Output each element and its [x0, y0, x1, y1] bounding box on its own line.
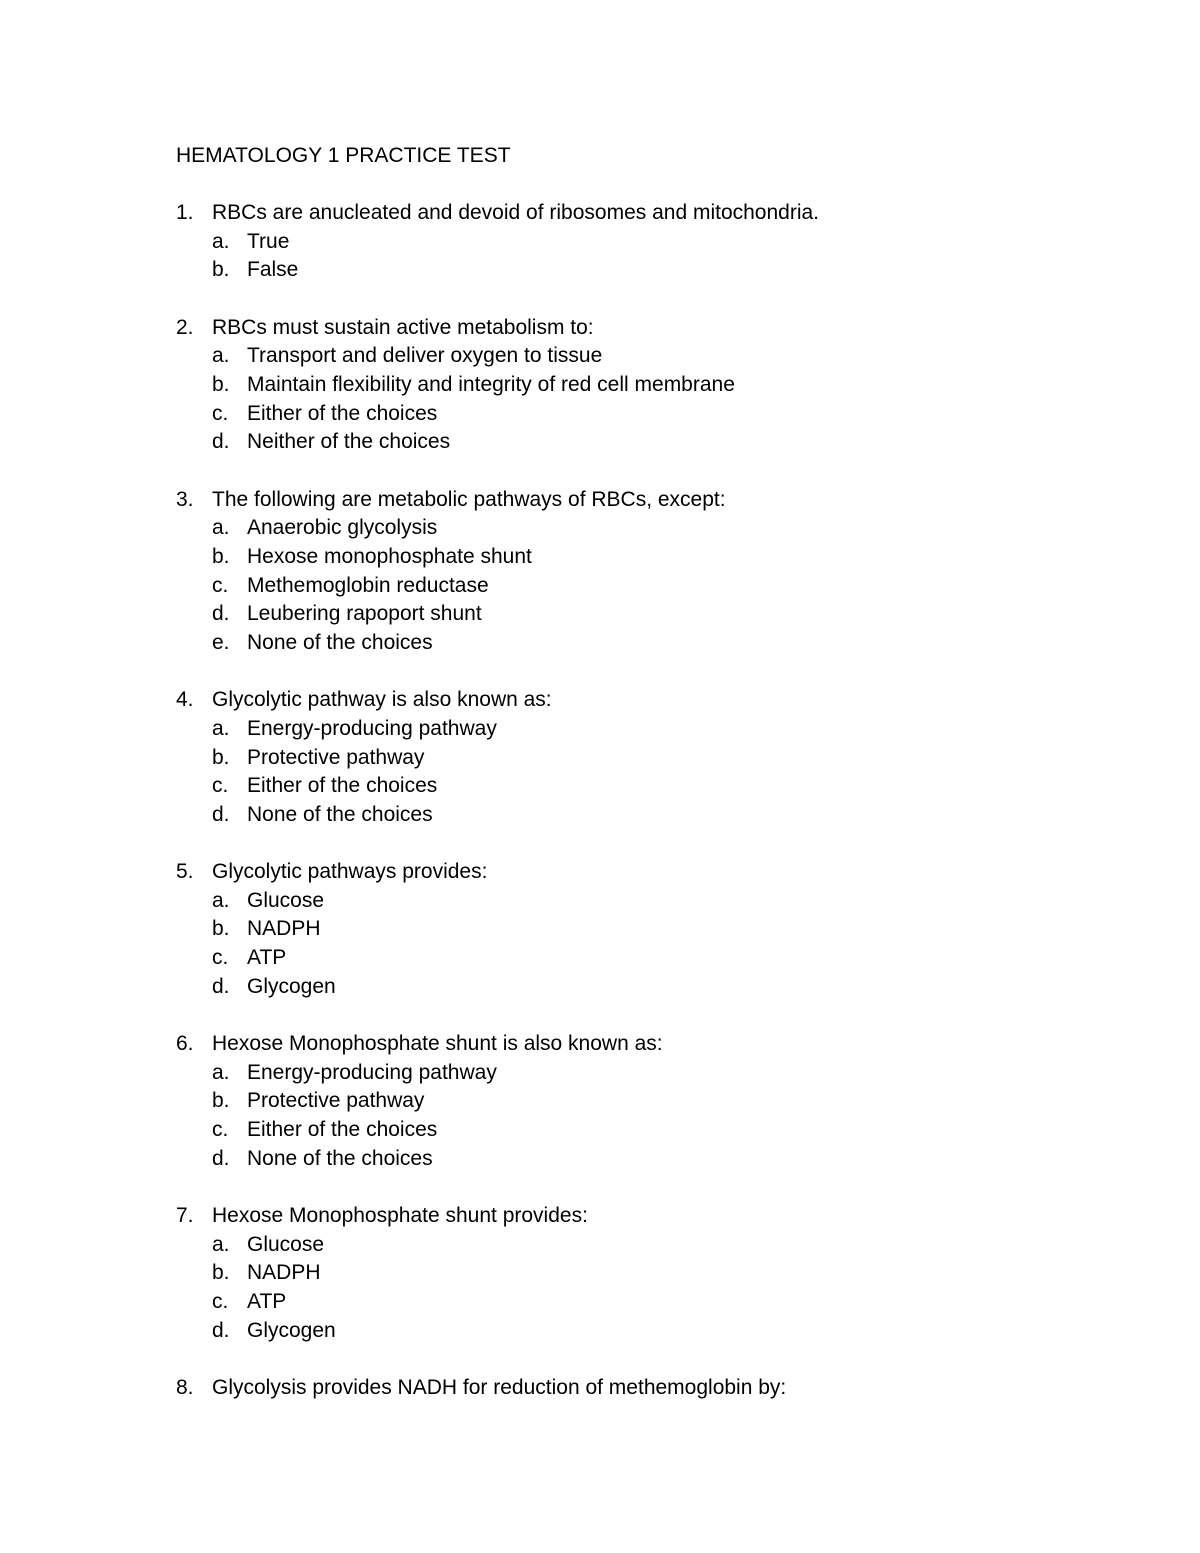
- option-text: Protective pathway: [247, 1089, 425, 1113]
- question-text: Glycolysis provides NADH for reduction of methemoglobin by:: [212, 1376, 787, 1400]
- option-letter: a.: [212, 716, 230, 740]
- option-text: Hexose monophosphate shunt: [247, 544, 532, 568]
- answer-option: [176, 228, 1136, 257]
- option-text: None of the choices: [247, 802, 433, 826]
- option-letter: b.: [212, 1089, 230, 1113]
- question-number: 8.: [176, 1376, 194, 1400]
- option-letter: b.: [212, 544, 230, 568]
- option-text: None of the choices: [247, 630, 433, 654]
- question-number: 6.: [176, 1032, 194, 1056]
- question-item: [176, 1374, 1136, 1403]
- option-text: ATP: [247, 1290, 287, 1313]
- option-letter: a.: [212, 1232, 230, 1256]
- question-number: 5.: [176, 860, 194, 884]
- option-letter: b.: [212, 917, 230, 941]
- question-line: [176, 1202, 1136, 1231]
- question-line: [176, 314, 1136, 343]
- question-line: [176, 199, 1136, 228]
- question-line: [176, 858, 1136, 887]
- option-letter: c.: [212, 1118, 229, 1142]
- option-letter: a.: [212, 229, 230, 253]
- option-letter: b.: [212, 372, 230, 396]
- option-letter: c.: [212, 401, 229, 425]
- document-title: HEMATOLOGY 1 PRACTICE TEST: [176, 144, 511, 167]
- answer-option: [176, 514, 1136, 543]
- option-text: ATP: [247, 946, 287, 970]
- option-letter: b.: [212, 1261, 230, 1285]
- question-line: [176, 1030, 1136, 1059]
- option-text: Protective pathway: [247, 745, 425, 769]
- option-text: False: [247, 258, 299, 282]
- option-text: Neither of the choices: [247, 430, 451, 454]
- question-line: [176, 1374, 1136, 1403]
- question-text: Glycolytic pathways provides:: [212, 860, 488, 884]
- answer-option: [176, 256, 1136, 285]
- option-text: NADPH: [247, 917, 321, 941]
- answer-option: [176, 801, 1136, 830]
- question-line: [176, 486, 1136, 515]
- answer-option: [176, 973, 1136, 1002]
- option-text: NADPH: [247, 1261, 321, 1285]
- option-letter: c.: [212, 774, 229, 798]
- option-text: Maintain flexibility and integrity of red cell membrane: [247, 372, 735, 396]
- option-text: Methemoglobin reductase: [247, 573, 489, 597]
- option-letter: d.: [212, 974, 230, 998]
- option-letter: c.: [212, 946, 229, 970]
- question-item: [176, 314, 1136, 457]
- answer-option: [176, 371, 1136, 400]
- question-number: 3.: [176, 487, 194, 511]
- question-number: 4.: [176, 688, 194, 712]
- answer-option: [176, 600, 1136, 629]
- option-text: Glycogen: [247, 974, 336, 998]
- question-text: Hexose Monophosphate shunt is also known as:: [212, 1032, 663, 1056]
- option-letter: d.: [212, 1146, 230, 1170]
- option-text: Energy-producing pathway: [247, 1060, 497, 1084]
- option-letter: b.: [212, 745, 230, 769]
- option-letter: a.: [212, 1060, 230, 1084]
- answer-option: [176, 1231, 1136, 1260]
- option-letter: d.: [212, 802, 230, 826]
- answer-option: [176, 400, 1136, 429]
- question-number: 7.: [176, 1204, 194, 1228]
- option-text: Glycogen: [247, 1318, 336, 1342]
- answer-option: [176, 1116, 1136, 1145]
- question-item: [176, 858, 1136, 1001]
- option-text: Transport and deliver oxygen to tissue: [247, 344, 603, 368]
- question-item: [176, 1030, 1136, 1173]
- option-letter: a.: [212, 516, 230, 540]
- question-text: Glycolytic pathway is also known as:: [212, 688, 552, 712]
- answer-option: [176, 944, 1136, 973]
- question-text: The following are metabolic pathways of RBCs, except:: [212, 487, 726, 511]
- answer-option: [176, 744, 1136, 773]
- question-item: [176, 1202, 1136, 1345]
- answer-option: [176, 772, 1136, 801]
- question-text: RBCs must sustain active metabolism to:: [212, 315, 594, 339]
- option-letter: c.: [212, 573, 229, 597]
- question-item: [176, 199, 1136, 285]
- answer-option: [176, 428, 1136, 457]
- answer-option: [176, 887, 1136, 916]
- option-letter: d.: [212, 602, 230, 626]
- option-letter: d.: [212, 430, 230, 454]
- question-text: Hexose Monophosphate shunt provides:: [212, 1204, 588, 1228]
- option-letter: a.: [212, 888, 230, 912]
- option-letter: a.: [212, 344, 230, 368]
- option-letter: e.: [212, 630, 230, 654]
- question-item: [176, 686, 1136, 829]
- question-list: [176, 199, 1136, 1432]
- option-text: Glucose: [247, 888, 325, 912]
- answer-option: [176, 572, 1136, 601]
- answer-option: [176, 1059, 1136, 1088]
- question-item: [176, 486, 1136, 658]
- answer-option: [176, 1145, 1136, 1174]
- option-letter: c.: [212, 1290, 229, 1313]
- question-number: 1.: [176, 201, 194, 224]
- option-letter: b.: [212, 258, 230, 282]
- answer-option: [176, 715, 1136, 744]
- option-text: Either of the choices: [247, 401, 438, 425]
- option-letter: d.: [212, 1318, 230, 1342]
- answer-option: [176, 342, 1136, 371]
- answer-option: [176, 1259, 1136, 1288]
- answer-option: [176, 629, 1136, 658]
- option-text: True: [247, 229, 290, 253]
- question-text: RBCs are anucleated and devoid of ribosomes and mitochondria.: [212, 201, 820, 224]
- option-text: Glucose: [247, 1232, 325, 1256]
- option-text: Either of the choices: [247, 1118, 438, 1142]
- answer-option: [176, 1288, 1136, 1317]
- question-number: 2.: [176, 315, 194, 339]
- option-text: Either of the choices: [247, 774, 438, 798]
- answer-option: [176, 1317, 1136, 1346]
- option-text: Energy-producing pathway: [247, 716, 497, 740]
- answer-option: [176, 543, 1136, 572]
- option-text: Leubering rapoport shunt: [247, 602, 482, 626]
- option-text: None of the choices: [247, 1146, 433, 1170]
- answer-option: [176, 1087, 1136, 1116]
- answer-option: [176, 915, 1136, 944]
- option-text: Anaerobic glycolysis: [247, 516, 438, 540]
- question-line: [176, 686, 1136, 715]
